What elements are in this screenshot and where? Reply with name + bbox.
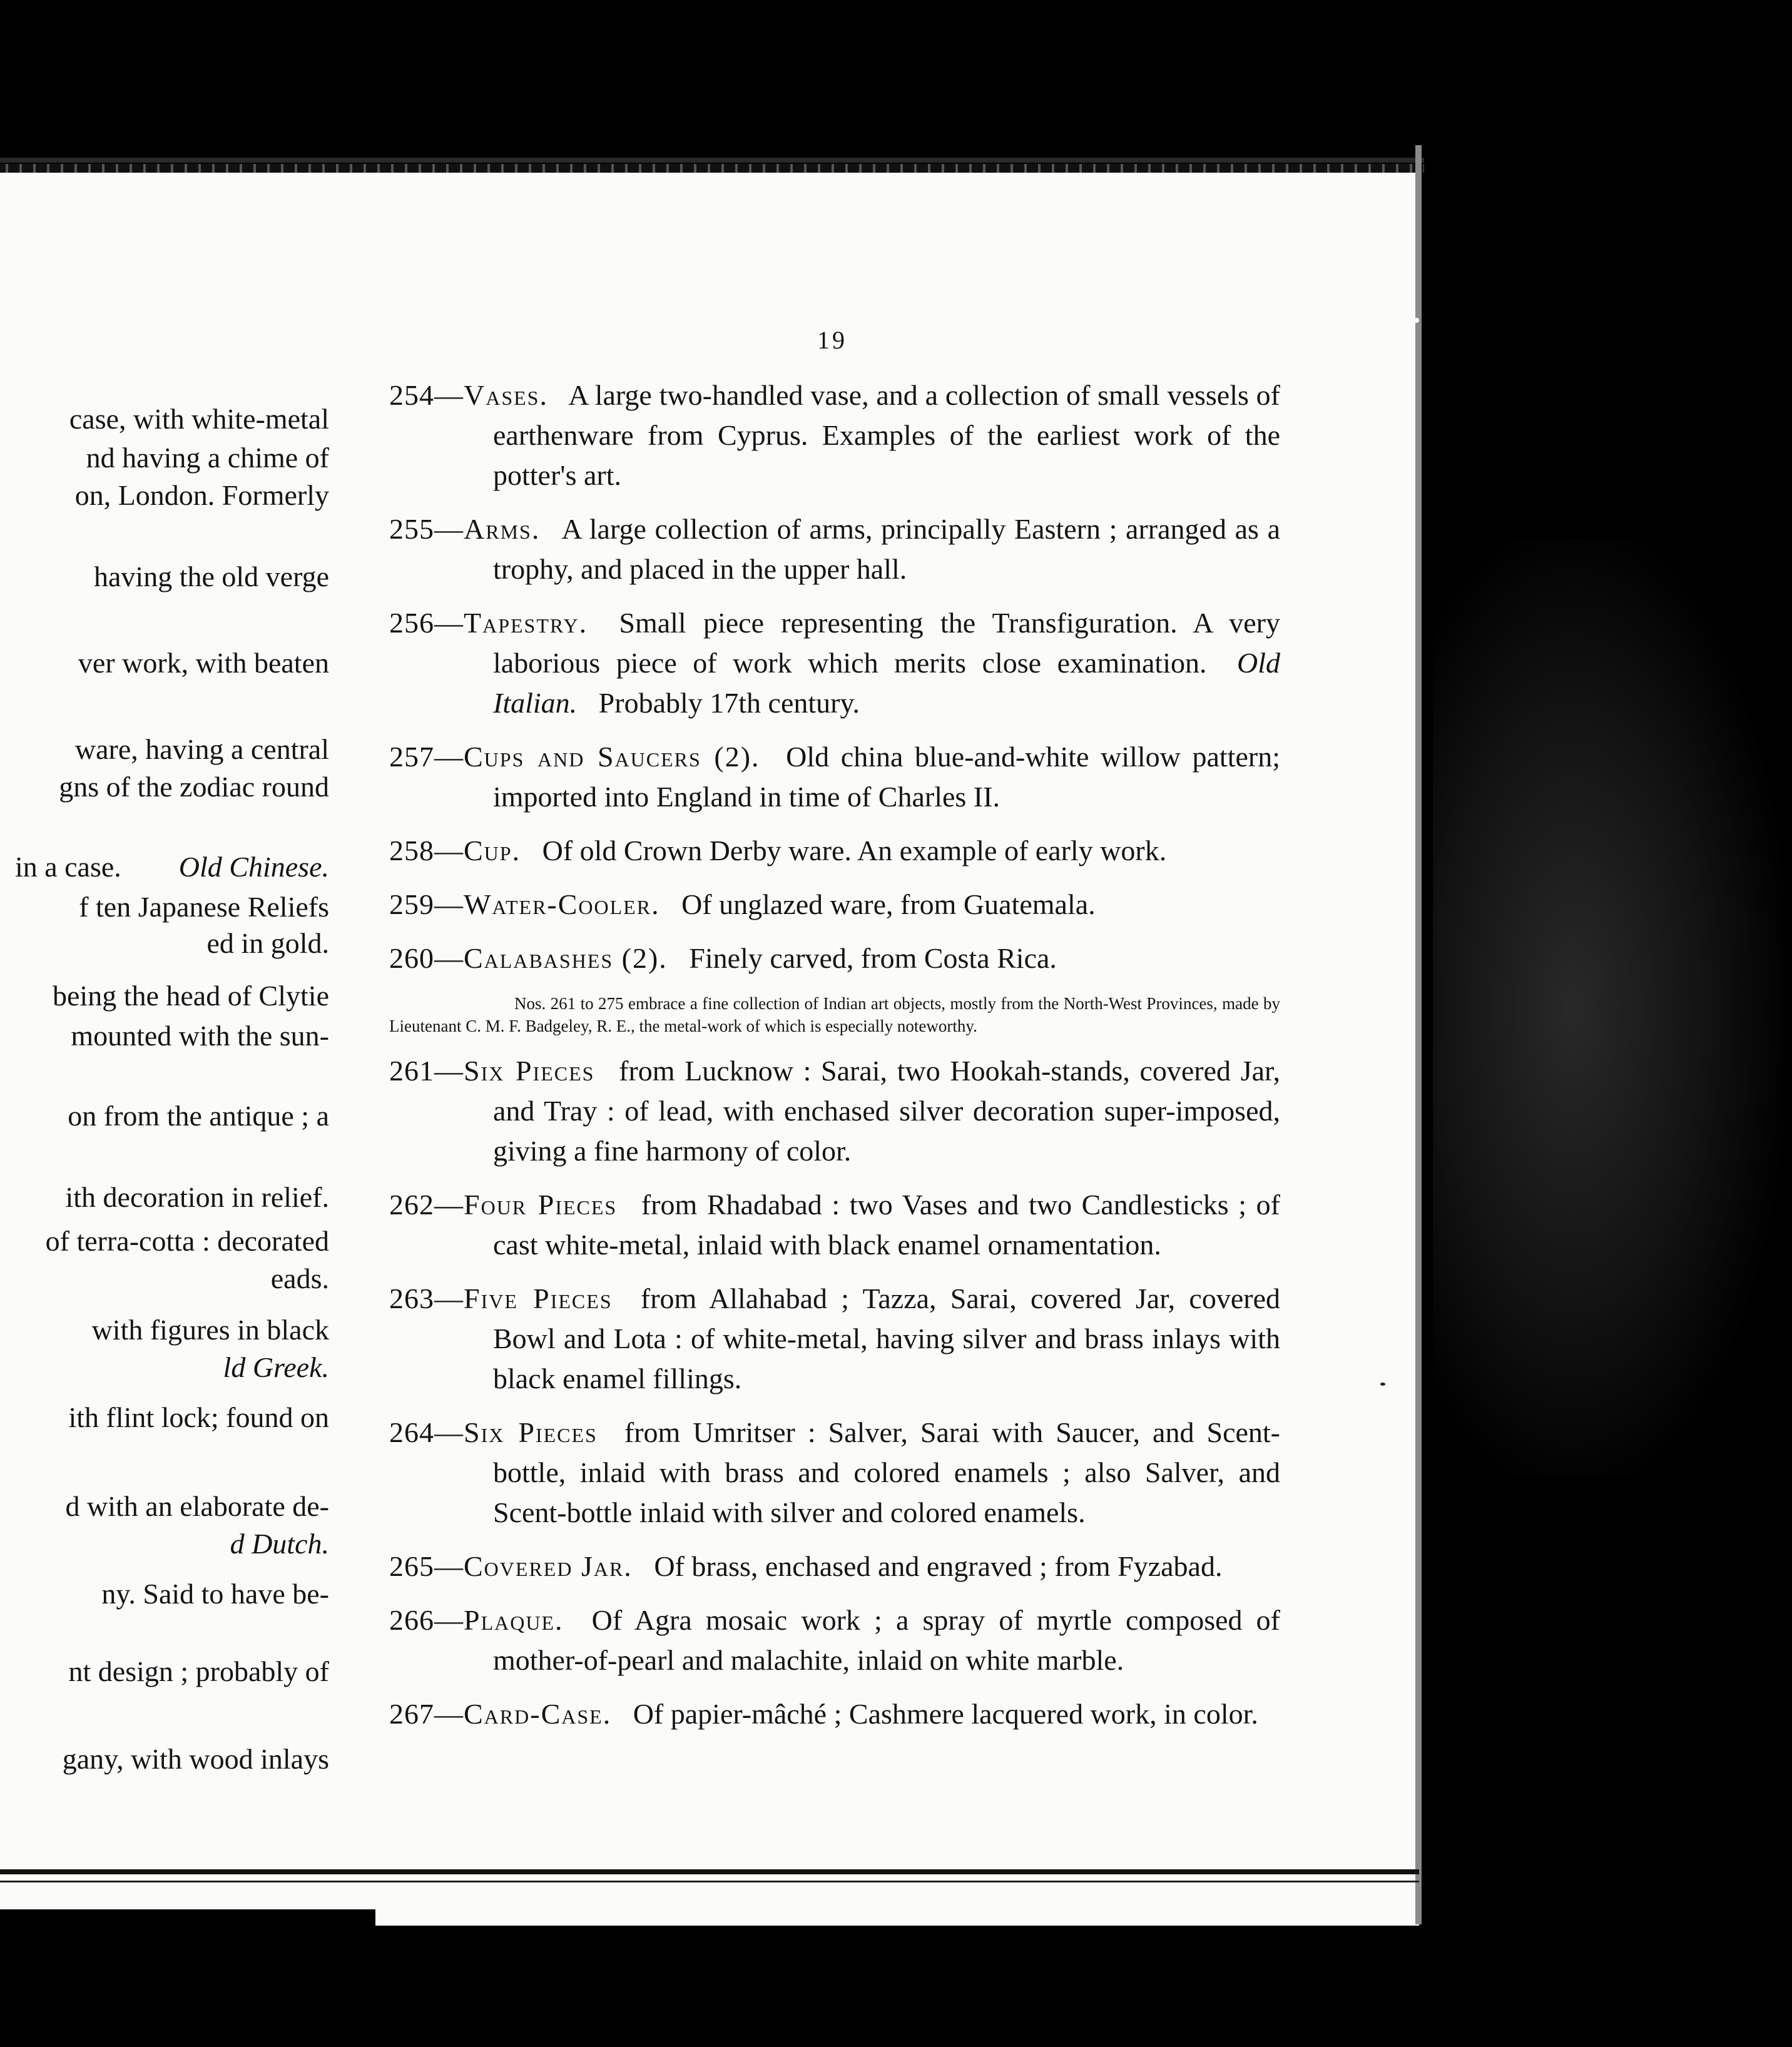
- entry-title: Card-Case.: [464, 1698, 612, 1730]
- left-page-line: ith flint lock; found on: [68, 1401, 329, 1433]
- entry-title: Vases.: [464, 379, 548, 411]
- left-page-line: ware, having a central: [74, 733, 329, 765]
- left-page-line: with figures in black: [91, 1314, 329, 1346]
- dust-speck: [1355, 246, 1359, 250]
- catalogue-entry: 258—Cup. Of old Crown Derby ware. An example of early work.: [389, 835, 1167, 866]
- catalogue-entry: 264—Six Pieces from Umritser : Salver, Sarai with Saucer, and Scent-bottle, inlaid with brass and colored enamels ; also Salver, and Scent-bottle inlaid with silver and colored enamels.: [389, 1416, 1280, 1528]
- page-edge: [1415, 145, 1422, 1924]
- page-number: 19: [817, 326, 847, 354]
- entry-title: Six Pieces: [464, 1416, 598, 1448]
- entry-number: 254—: [389, 379, 464, 411]
- left-page-line: d with an elaborate de-: [65, 1490, 329, 1522]
- catalogue-entry: 260—Calabashes (2). Finely carved, from Costa Rica.: [389, 942, 1057, 974]
- entry-title: Tapestry.: [464, 607, 588, 639]
- entry-number: 263—: [389, 1283, 464, 1314]
- background-shadow: [1433, 538, 1783, 1476]
- left-page-line: gns of the zodiac round: [59, 771, 329, 803]
- left-page-line: ver work, with beaten: [78, 647, 329, 679]
- entry-number: 265—: [389, 1550, 464, 1582]
- entry-number: 262—: [389, 1189, 464, 1221]
- left-page-line: in a case. Old Chinese.: [14, 851, 329, 883]
- left-page-line: ed in gold.: [206, 927, 329, 959]
- left-page-line: d Dutch.: [230, 1528, 329, 1560]
- top-rule: [0, 164, 1424, 173]
- entry-title: Water-Cooler.: [464, 888, 660, 920]
- catalogue-entries: [389, 375, 1280, 1748]
- left-page-line: being the head of Clytie: [53, 980, 329, 1012]
- left-page-line: on, London. Formerly: [74, 479, 329, 511]
- left-page-line: gany, with wood inlays: [62, 1743, 329, 1775]
- catalogue-entry: 265—Covered Jar. Of brass, enchased and engraved ; from Fyzabad.: [389, 1550, 1223, 1582]
- entry-title: Arms.: [464, 513, 541, 545]
- left-page-line: nd having a chime of: [86, 442, 329, 474]
- entry-number: 256—: [389, 607, 464, 639]
- catalogue-entry: 256—Tapestry. Small piece representing the Transfiguration. A very laborious piece of work which merits close examination. Old Italian. Probably 17th century.: [389, 607, 1280, 719]
- entry-number: 261—: [389, 1055, 464, 1087]
- entry-number: 267—: [389, 1698, 464, 1730]
- top-edge-shadow: [0, 158, 1424, 163]
- catalogue-entry: 267—Card-Case. Of papier-mâché ; Cashmere lacquered work, in color.: [389, 1698, 1258, 1730]
- left-page-line: mounted with the sun-: [71, 1020, 329, 1052]
- entry-number: 266—: [389, 1604, 464, 1636]
- entry-title: Cups and Saucers (2).: [464, 741, 760, 773]
- entry-title: Four Pieces: [464, 1189, 618, 1221]
- bottom-rule: [0, 1869, 1419, 1874]
- entry-number: 264—: [389, 1416, 464, 1448]
- entry-number: 255—: [389, 513, 464, 545]
- entry-title: Six Pieces: [464, 1055, 595, 1087]
- left-page-line: nt design ; probably of: [68, 1655, 329, 1687]
- dust-speck: [1380, 1383, 1385, 1386]
- entry-title: Plaque.: [464, 1604, 564, 1636]
- left-page-line: case, with white-metal: [69, 403, 329, 435]
- catalogue-entry: 257—Cups and Saucers (2). Old china blue-and-white willow pattern; imported into England in time of Charles II.: [389, 741, 1280, 813]
- left-page-line: on from the antique ; a: [68, 1100, 329, 1132]
- dust-speck: [1364, 270, 1367, 273]
- left-page-line: f ten Japanese Reliefs: [79, 891, 329, 923]
- catalogue-entry: 266—Plaque. Of Agra mosaic work ; a spray of myrtle composed of mother-of-pearl and malachite, inlaid on white marble.: [389, 1604, 1280, 1676]
- left-page-line: ld Greek.: [223, 1351, 329, 1383]
- entry-title: Cup.: [464, 835, 521, 866]
- left-page-line: of terra-cotta : decorated: [45, 1225, 329, 1257]
- catalogue-entry: 262—Four Pieces from Rhadabad : two Vases and two Candlesticks ; of cast white-metal, inlaid with black enamel ornamentation.: [389, 1189, 1280, 1261]
- bottom-rule-thin: [0, 1881, 1419, 1882]
- entry-title: Covered Jar.: [464, 1550, 633, 1582]
- catalogue-entry: 263—Five Pieces from Allahabad ; Tazza, Sarai, covered Jar, covered Bowl and Lota : of white-metal, having silver and brass inlays with black enamel fillings.: [389, 1283, 1280, 1394]
- left-page-line: ith decoration in relief.: [65, 1181, 329, 1213]
- left-page-line: ny. Said to have be-: [101, 1578, 329, 1610]
- collection-note: Nos. 261 to 275 embrace a fine collection of Indian art objects, mostly from the North-West Provinces, made by Lieutenant C. M. F. Badgeley, R. E., the metal-work of which is especially noteworthy.: [389, 994, 1280, 1035]
- entry-title: Calabashes (2).: [464, 942, 668, 974]
- catalogue-entry: 255—Arms. A large collection of arms, principally Eastern ; arranged as a trophy, and placed in the upper hall.: [389, 513, 1280, 585]
- left-page-line: eads.: [270, 1262, 329, 1294]
- entry-title: Five Pieces: [464, 1283, 613, 1314]
- entry-number: 259—: [389, 888, 464, 920]
- dust-speck: [1414, 318, 1419, 323]
- catalogue-entry: 261—Six Pieces from Lucknow : Sarai, two Hookah-stands, covered Jar, and Tray : of lead, with enchased silver decoration super-imposed, giving a fine harmony of color.: [389, 1055, 1280, 1167]
- entry-number: 260—: [389, 942, 464, 974]
- catalogue-entry: 254—Vases. A large two-handled vase, and a collection of small vessels of earthenware from Cyprus. Examples of the earliest work of the potter's art.: [389, 379, 1280, 491]
- entry-number: 257—: [389, 741, 464, 773]
- entry-number: 258—: [389, 835, 464, 866]
- catalogue-entry: 259—Water-Cooler. Of unglazed ware, from Guatemala.: [389, 888, 1096, 920]
- left-page-line: having the old verge: [94, 561, 329, 592]
